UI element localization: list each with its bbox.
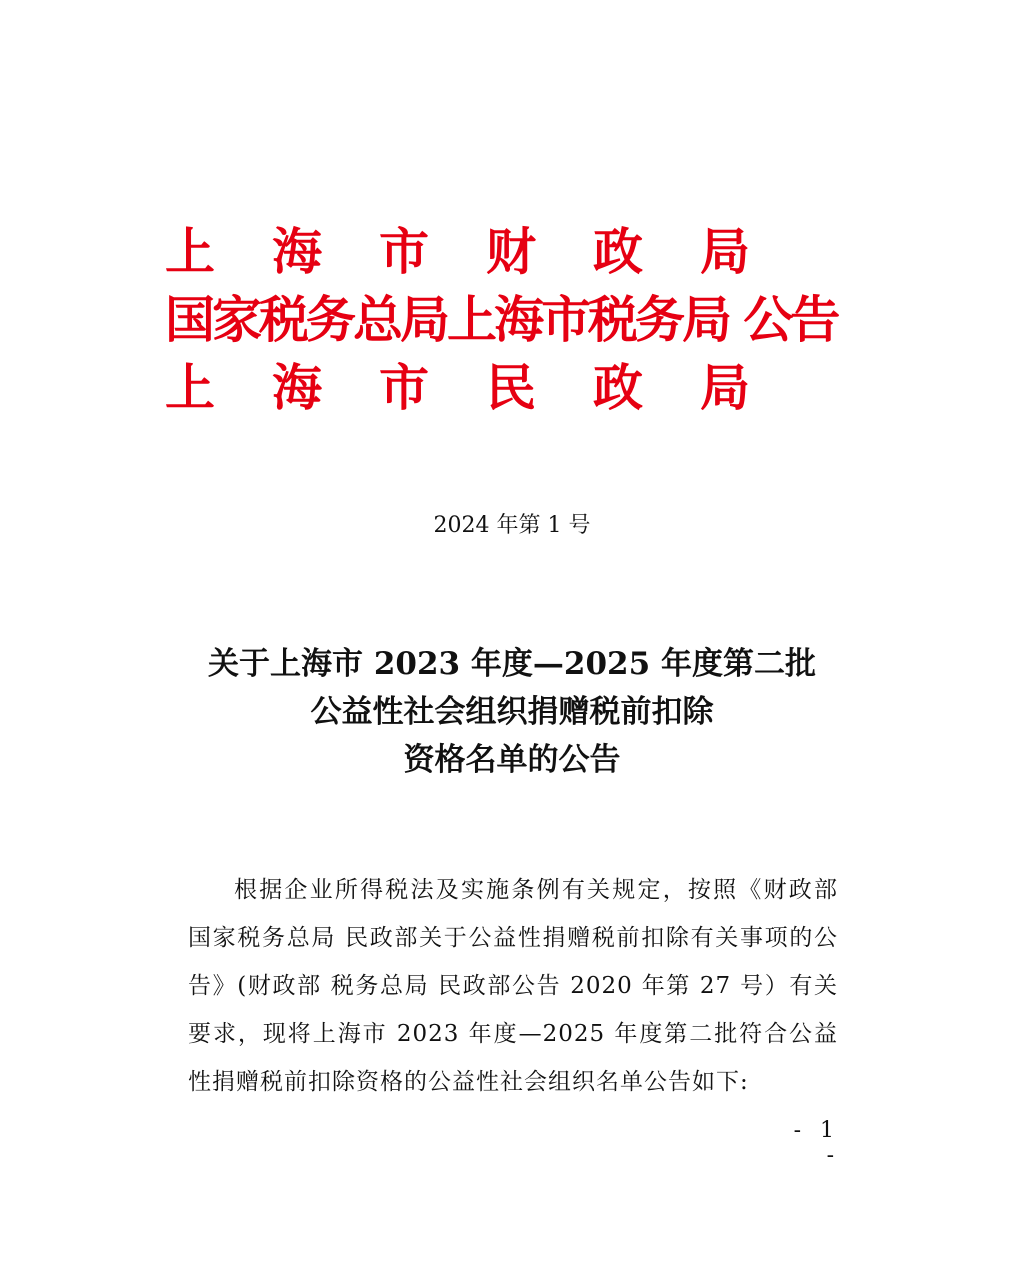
header-char: 政	[593, 222, 643, 281]
header-char: 局	[700, 358, 750, 417]
header-char: 财	[486, 222, 536, 281]
header-char: 政	[593, 358, 643, 417]
document-header	[165, 218, 865, 422]
title-line: 关于上海市 2023 年度—2025 年度第二批	[208, 646, 816, 682]
header-char: 上	[165, 358, 215, 417]
document-number: 2024 年第 1 号	[433, 513, 591, 538]
title-line: 公益性社会组织捐赠税前扣除	[310, 694, 714, 730]
header-char: 上	[165, 222, 215, 281]
document-body	[188, 866, 838, 1106]
header-char: 市	[379, 222, 429, 281]
page-number: - 1 -	[793, 1118, 840, 1168]
title-line: 资格名单的公告	[403, 742, 621, 778]
header-char: 局	[700, 222, 750, 281]
header-line-tax-bureau: 国家税务总局上海市税务局 公告	[165, 290, 838, 349]
header-char: 市	[379, 358, 429, 417]
header-char: 海	[272, 222, 322, 281]
body-paragraph: 根据企业所得税法及实施条例有关规定，按照《财政部 国家税务总局 民政部关于公益性捐赠税前扣除有关事项的公告》(财政部 税务总局 民政部公告 2020 年第 27 号）有关要求，现将上海市 2023 年度—2025 年度第二批符合公益性捐赠税前扣除资格的公益性社会组织名单公告如下:	[188, 877, 838, 1095]
header-line-finance-bureau	[165, 218, 750, 286]
header-line-civil-affairs-bureau	[165, 354, 750, 422]
header-char: 海	[272, 358, 322, 417]
header-char: 民	[486, 358, 536, 417]
document-title	[0, 640, 1024, 784]
